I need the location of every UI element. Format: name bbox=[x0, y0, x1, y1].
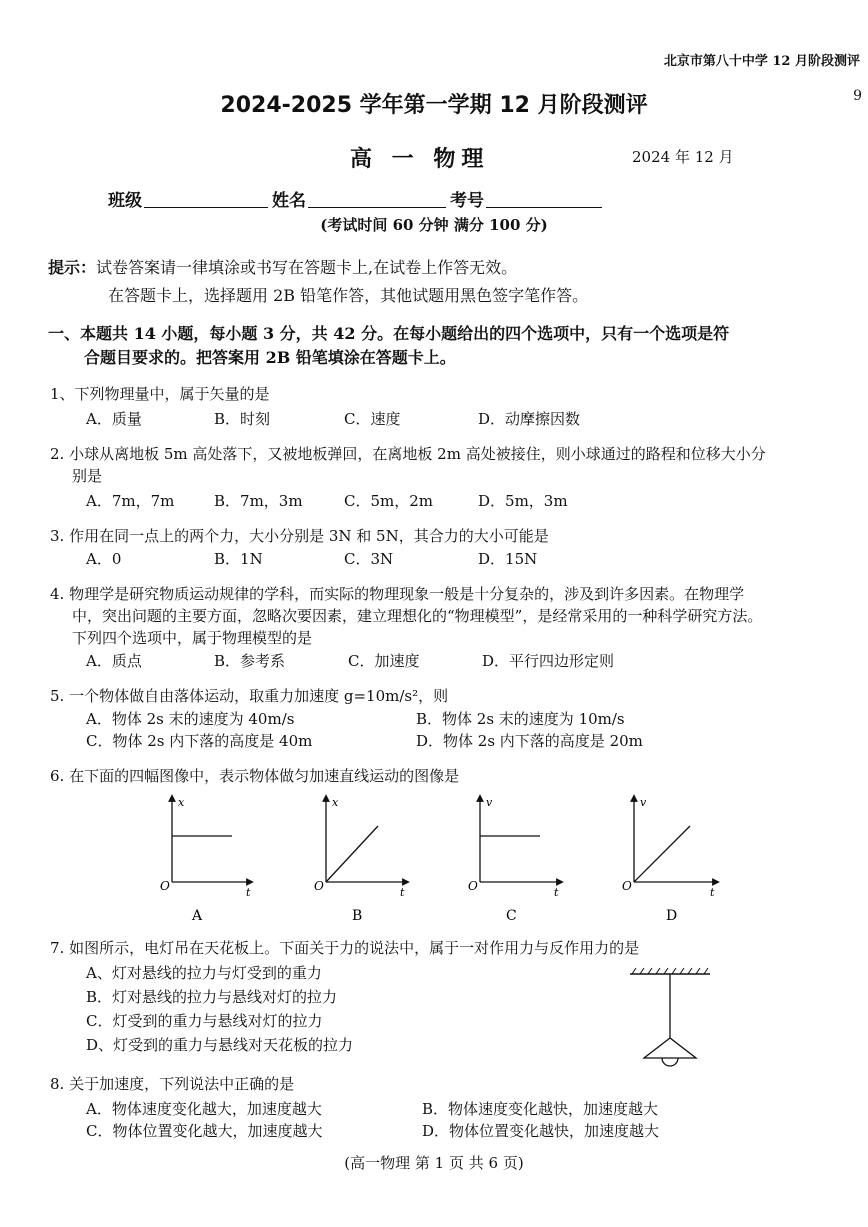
q8-stem: 8. 关于加速度，下列说法中正确的是 bbox=[50, 1075, 295, 1093]
q6-graph-c[interactable] bbox=[468, 796, 560, 924]
q5-option-b[interactable]: B．物体 2s 末的速度为 10m/s bbox=[416, 710, 625, 728]
q3-option-a[interactable]: A．0 bbox=[86, 550, 122, 568]
q7-lamp-figure bbox=[624, 964, 716, 1076]
q6-graph-a[interactable] bbox=[160, 796, 251, 924]
q4-stem: 4. 物理学是研究物质运动规律的学科，而实际的物理现象一般是十分复杂的，涉及到许多因素。在物理学 bbox=[50, 585, 745, 603]
q4-option-d[interactable]: D．平行四边形定则 bbox=[482, 652, 615, 670]
graph-c-origin: O bbox=[468, 879, 478, 893]
graph-d-origin: O bbox=[622, 879, 632, 893]
id-field[interactable] bbox=[486, 193, 602, 208]
q2-stem-cont: 别是 bbox=[72, 467, 103, 485]
graph-d-label: D bbox=[666, 908, 678, 924]
student-info-row bbox=[108, 186, 606, 211]
q6-graph-b[interactable] bbox=[314, 796, 406, 924]
header-tag: 北京市第八十中学 12 月阶段测评 bbox=[663, 54, 860, 69]
q2-option-c[interactable]: C．5m，2m bbox=[344, 492, 434, 510]
q4-stem-cont2: 下列四个选项中，属于物理模型的是 bbox=[72, 629, 313, 647]
graph-a-label: A bbox=[192, 908, 203, 924]
q7-option-d[interactable]: D、灯受到的重力与悬线对天花板的拉力 bbox=[86, 1036, 354, 1054]
q4-stem-cont1: 中，突出问题的主要方面，忽略次要因素，建立理想化的“物理模型”，是经常采用的一种科学研究方法。 bbox=[72, 607, 763, 625]
id-label: 考号 bbox=[450, 191, 484, 211]
q7-option-b[interactable]: B．灯对悬线的拉力与悬线对灯的拉力 bbox=[86, 988, 338, 1006]
graph-a-x-label: t bbox=[246, 886, 251, 899]
class-field[interactable] bbox=[144, 193, 268, 208]
q7-stem: 7. 如图所示，电灯吊在天花板上。下面关于力的说法中，属于一对作用力与反作用力的是 bbox=[50, 939, 640, 957]
graph-b-label: B bbox=[352, 908, 363, 924]
tips-line1 bbox=[48, 258, 517, 278]
q5-option-c[interactable]: C．物体 2s 内下落的高度是 40m bbox=[86, 732, 313, 750]
graph-b-origin: O bbox=[314, 879, 324, 893]
q3-stem: 3. 作用在同一点上的两个力，大小分别是 3N 和 5N，其合力的大小可能是 bbox=[50, 527, 549, 545]
tips-label: 提示： bbox=[48, 258, 97, 277]
graph-b-y-label: x bbox=[332, 796, 339, 809]
q4-option-c[interactable]: C．加速度 bbox=[348, 652, 420, 670]
q7-option-c[interactable]: C．灯受到的重力与悬线对灯的拉力 bbox=[86, 1012, 323, 1030]
graph-c-x-label: t bbox=[554, 886, 559, 899]
class-label: 班级 bbox=[108, 191, 142, 211]
q1-option-c[interactable]: C．速度 bbox=[344, 410, 401, 428]
graph-c-label: C bbox=[506, 908, 517, 924]
graph-d-line bbox=[634, 826, 690, 882]
exam-time: (考试时间 60 分钟 满分 100 分) bbox=[320, 216, 548, 234]
q2-option-a[interactable]: A．7m，7m bbox=[86, 492, 175, 510]
graph-a-origin: O bbox=[160, 879, 170, 893]
page-footer: (高一物理 第 1 页 共 6 页) bbox=[344, 1154, 524, 1172]
q2-option-b[interactable]: B．7m，3m bbox=[214, 492, 303, 510]
graph-d-x-label: t bbox=[710, 886, 715, 899]
section-1-instructions-line2: 合题目要求的。把答案用 2B 铅笔填涂在答题卡上。 bbox=[84, 348, 456, 367]
q8-option-a[interactable]: A．物体速度变化越大，加速度越大 bbox=[86, 1100, 322, 1118]
q8-option-c[interactable]: C．物体位置变化越大，加速度越大 bbox=[86, 1122, 323, 1140]
graph-c-y-label: v bbox=[486, 796, 493, 809]
graph-d-y-label: v bbox=[640, 796, 647, 809]
subject-title: 高 一 物理 bbox=[350, 147, 490, 172]
name-label: 姓名 bbox=[272, 191, 306, 211]
graph-b-line bbox=[326, 826, 378, 882]
q7-option-a[interactable]: A、灯对悬线的拉力与灯受到的重力 bbox=[86, 964, 322, 982]
q1-option-b[interactable]: B．时刻 bbox=[214, 410, 271, 428]
graph-b-x-label: t bbox=[400, 886, 405, 899]
q8-option-b[interactable]: B．物体速度变化越快，加速度越大 bbox=[422, 1100, 659, 1118]
q5-option-d[interactable]: D．物体 2s 内下落的高度是 20m bbox=[416, 732, 643, 750]
q8-option-d[interactable]: D．物体位置变化越快，加速度越大 bbox=[422, 1122, 660, 1140]
exam-date: 2024 年 12 月 bbox=[632, 148, 734, 166]
lamp-shade bbox=[644, 1038, 696, 1058]
q3-option-d[interactable]: D．15N bbox=[478, 550, 538, 568]
q6-stem: 6. 在下面的四幅图像中，表示物体做匀加速直线运动的图像是 bbox=[50, 767, 460, 785]
light-bulb bbox=[662, 1058, 678, 1066]
q3-option-c[interactable]: C．3N bbox=[344, 550, 394, 568]
q4-option-a[interactable]: A．质点 bbox=[86, 652, 142, 670]
q1-stem: 1、下列物理量中，属于矢量的是 bbox=[50, 385, 270, 403]
q4-option-b[interactable]: B．参考系 bbox=[214, 652, 286, 670]
q3-option-b[interactable]: B．1N bbox=[214, 550, 263, 568]
q1-option-a[interactable]: A．质量 bbox=[86, 410, 142, 428]
graph-a-y-label: x bbox=[178, 796, 185, 809]
q5-option-a[interactable]: A．物体 2s 末的速度为 40m/s bbox=[86, 710, 295, 728]
page-mark: 9 bbox=[853, 88, 862, 104]
name-field[interactable] bbox=[308, 193, 446, 208]
q6-graphs bbox=[150, 790, 740, 930]
ceiling-hatching bbox=[630, 968, 710, 974]
section-1-instructions-line1: 一、本题共 14 小题，每小题 3 分，共 42 分。在每小题给出的四个选项中，只有一个选项是符 bbox=[48, 324, 730, 343]
q1-option-d[interactable]: D．动摩擦因数 bbox=[478, 410, 581, 428]
page-title: 2024-2025 学年第一学期 12 月阶段测评 bbox=[220, 93, 648, 118]
tips-line2: 在答题卡上，选择题用 2B 铅笔作答，其他试题用黑色签字笔作答。 bbox=[108, 286, 589, 305]
q2-stem: 2. 小球从离地板 5m 高处落下，又被地板弹回，在离地板 2m 高处被接住，则小球通过的路程和位移大小分 bbox=[50, 445, 766, 463]
tips-text1: 试卷答案请一律填涂或书写在答题卡上,在试卷上作答无效。 bbox=[96, 258, 518, 277]
q2-option-d[interactable]: D．5m，3m bbox=[478, 492, 568, 510]
q5-stem: 5. 一个物体做自由落体运动，取重力加速度 g=10m/s²，则 bbox=[50, 687, 449, 705]
q6-graph-d[interactable] bbox=[622, 796, 716, 924]
